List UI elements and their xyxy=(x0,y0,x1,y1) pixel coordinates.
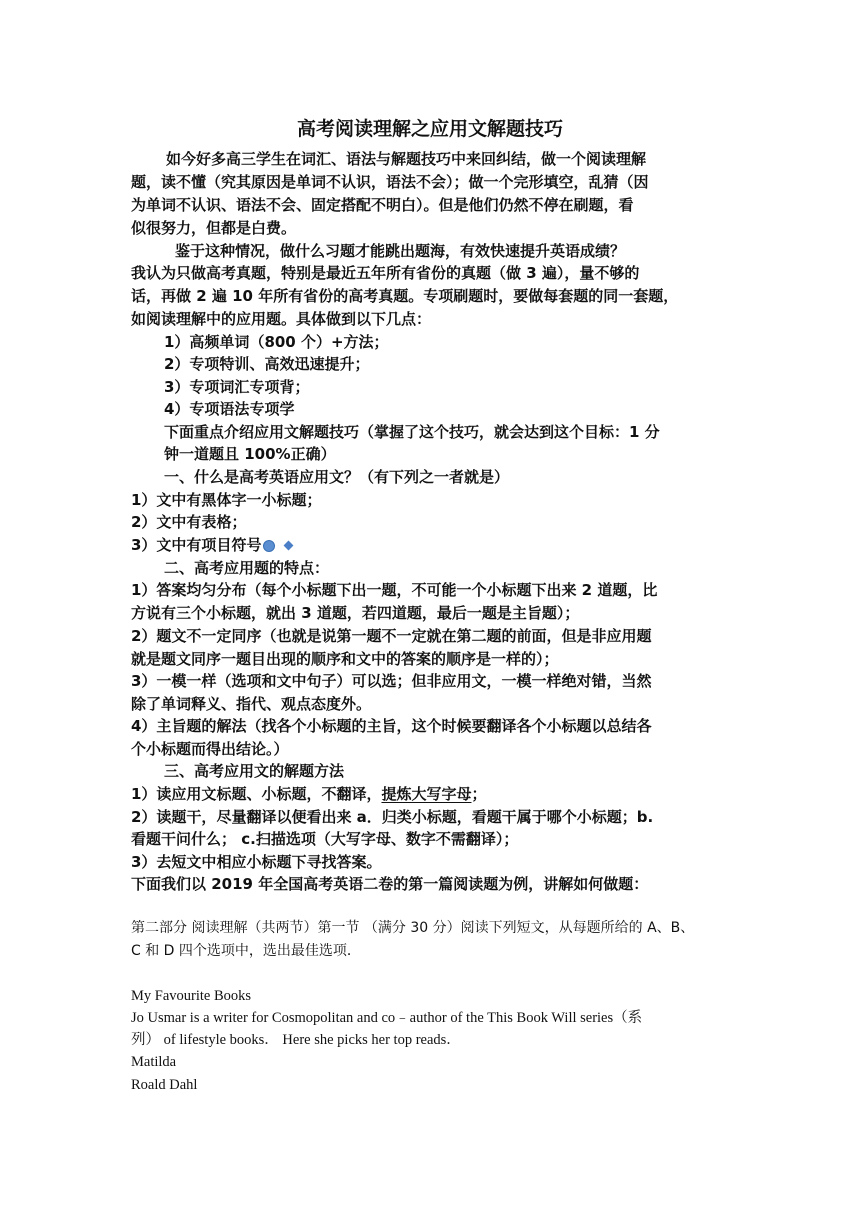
section1-item: 2）文中有表格； xyxy=(131,513,247,531)
point-item: 3）专项词汇专项背； xyxy=(164,378,310,396)
section3-line: 看题干问什么； c.扫描选项（大写字母、数字不需翻译）； xyxy=(131,830,519,848)
advice-line: 我认为只做高考真题，特别是最近五年所有省份的真题（做 3 遍），量不够的 xyxy=(131,264,640,282)
section3-line xyxy=(131,783,486,805)
intro-line: 题，读不懂（究其原因是单词不认识，语法不会）；做一个完形填空，乱猜（因 xyxy=(131,173,649,191)
underlined-phrase: 提炼大写字母 xyxy=(381,785,472,803)
section2-line: 4）主旨题的解法（找各个小标题的主旨，这个时候要翻译各个小标题以总结各 xyxy=(131,717,652,735)
section3-line-end: ； xyxy=(471,785,487,803)
passage-title: My Favourite Books xyxy=(131,988,252,1004)
section2-line: 方说有三个小标题，就出 3 道题，若四道题，最后一题是主旨题）； xyxy=(131,604,580,622)
focus-line: 钟一道题且 100%正确） xyxy=(164,445,336,463)
section2-line: 2）题文不一定同序（也就是说第一题不一定就在第二题的前面，但是非应用题 xyxy=(131,627,652,645)
exam-instruction: 第二部分 阅读理解（共两节）第一节 （满分 30 分）阅读下列短文，从每题所给的 A、B、 xyxy=(131,920,695,936)
exam-instruction: C 和 D 四个选项中，选出最佳选项． xyxy=(131,943,361,959)
point-item: 2）专项特训、高效迅速提升； xyxy=(164,355,370,373)
section3-heading: 三、高考应用文的解题方法 xyxy=(164,762,345,780)
section1-item: 3）文中有项目符号 xyxy=(131,536,262,554)
passage-line: Jo Usmar is a writer for Cosmopolitan and co﹣author of the This Book Will series（系 xyxy=(131,1010,643,1026)
section2-line: 3）一模一样（选项和文中句子）可以选；但非应用文，一模一样绝对错，当然 xyxy=(131,672,652,690)
section3-line: 下面我们以 2019 年全国高考英语二卷的第一篇阅读题为例，讲解如何做题： xyxy=(131,875,649,893)
intro-line: 为单词不认识、语法不会、固定搭配不明白）。但是他们仍然不停在刷题，看 xyxy=(131,196,634,214)
section1-item: 1）文中有黑体字一小标题； xyxy=(131,491,322,509)
advice-line: 如阅读理解中的应用题。具体做到以下几点： xyxy=(131,310,432,328)
advice-line: 话，再做 2 遍 10 年所有省份的高考真题。专项刷题时，要做每套题的同一套题， xyxy=(131,287,679,305)
section3-line: 3）去短文中相应小标题下寻找答案。 xyxy=(131,853,382,871)
section2-line: 1）答案均匀分布（每个小标题下出一题，不可能一个小标题下出来 2 道题，比 xyxy=(131,581,658,599)
passage-line: 列） of lifestyle books． Here she picks her top reads． xyxy=(131,1032,461,1048)
diamond-bullet-icon xyxy=(284,541,294,551)
book-author: Roald Dahl xyxy=(131,1077,198,1093)
section3-line-text: 1）读应用文标题、小标题，不翻译， xyxy=(131,785,382,803)
section2-line: 就是题文同序一题目出现的顺序和文中的答案的顺序是一样的）； xyxy=(131,650,559,668)
document-title: 高考阅读理解之应用文解题技巧 xyxy=(296,118,563,140)
section1-item-with-bullets xyxy=(131,534,292,556)
intro-line: 如今好多高三学生在词汇、语法与解题技巧中来回纠结，做一个阅读理解 xyxy=(166,150,647,168)
question-line: 鉴于这种情况，做什么习题才能跳出题海，有效快速提升英语成绩？ xyxy=(175,242,626,260)
section2-line: 个小标题而得出结论。） xyxy=(131,740,289,758)
book-title: Matilda xyxy=(131,1054,177,1070)
section2-heading: 二、高考应用题的特点： xyxy=(164,559,330,577)
point-item: 4）专项语法专项学 xyxy=(164,400,295,418)
section3-line: 2）读题干，尽量翻译以便看出来 a．归类小标题，看题干属于哪个小标题；b. xyxy=(131,808,654,826)
intro-line: 似很努力，但都是白费。 xyxy=(131,219,297,237)
point-item: 1）高频单词（800 个）+方法； xyxy=(164,333,389,351)
section2-line: 除了单词释义、指代、观点态度外。 xyxy=(131,695,372,713)
section1-heading: 一、什么是高考英语应用文？（有下列之一者就是） xyxy=(164,468,510,486)
circle-bullet-icon xyxy=(263,540,275,552)
focus-line: 下面重点介绍应用文解题技巧（掌握了这个技巧，就会达到这个目标：1 分 xyxy=(164,423,660,441)
